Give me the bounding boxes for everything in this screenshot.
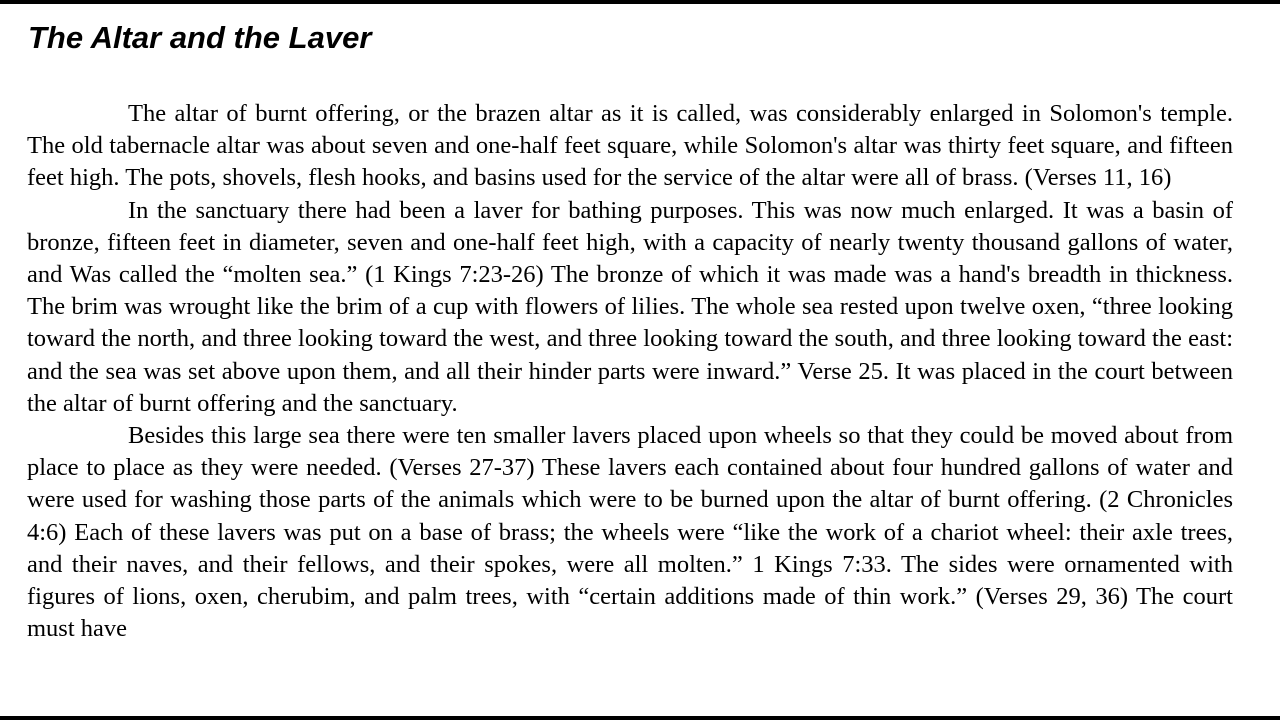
paragraph-smaller-lavers: Besides this large sea there were ten smaller lavers placed upon wheels so that they could be moved about from place to place as they were needed. (Verses 27-37) These lavers each contained about four hundred gallons of water and were used for washing those parts of the animals which were to be burned upon the altar of burnt offering. (2 Chronicles 4:6) Each of these lavers was put on a base of brass; the wheels were “like the work of a chariot wheel: their axle trees, and their naves, and their fellows, and their spokes, were all molten.” 1 Kings 7:33. The sides were ornamented with figures of lions, oxen, cherubim, and palm trees, with “certain additions made of thin work.” (Verses 29, 36) The court must have — [27, 422, 1233, 643]
document-body — [27, 98, 1233, 645]
document-page — [0, 4, 1280, 716]
paragraph-altar: The altar of burnt offering, or the brazen altar as it is called, was considerably enlarged in Solomon's temple. The old tabernacle altar was about seven and one-half feet square, while Solomon's altar was thirty feet square, and fifteen feet high. The pots, shovels, flesh hooks, and basins used for the service of the altar were all of brass. (Verses 11, 16) — [27, 100, 1233, 192]
section-heading: The Altar and the Laver — [28, 20, 372, 55]
paragraph-laver: In the sanctuary there had been a laver for bathing purposes. This was now much enlarged. It was a basin of bronze, fifteen feet in diameter, seven and one-half feet high, with a capacity of nearly twenty thousand gallons of water, and Was called the “molten sea.” (1 Kings 7:23-26) The bronze of which it was made was a hand's breadth in thickness. The brim was wrought like the brim of a cup with flowers of lilies. The whole sea rested upon twelve oxen, “three looking toward the north, and three looking toward the west, and three looking toward the south, and three looking toward the east: and the sea was set above upon them, and all their hinder parts were inward.” Verse 25. It was placed in the court between the altar of burnt offering and the sanctuary. — [27, 196, 1233, 417]
